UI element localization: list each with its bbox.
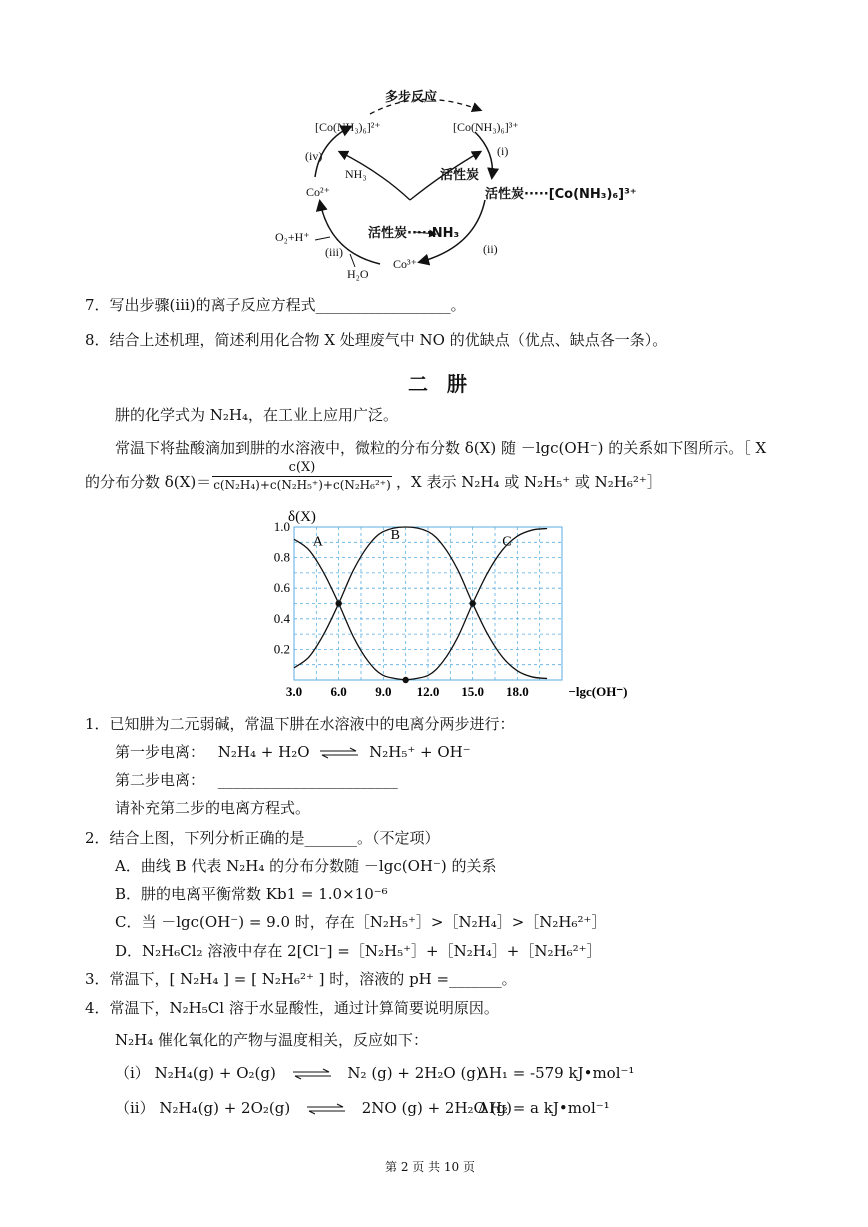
y-tick-label: 0.2 (273, 641, 290, 657)
reaction-label: （ii） (115, 1099, 155, 1117)
series-label-B: B (390, 528, 400, 544)
question-number: 7． (85, 296, 110, 314)
question-number: 8． (85, 331, 110, 349)
x-tick-label: 18.0 (505, 684, 529, 699)
question-7 (85, 295, 466, 315)
step-i-label: (i) (497, 144, 509, 158)
question-text: 已知肼为二元弱碱，常温下肼在水溶液中的电离分两步进行： (109, 715, 515, 733)
series-label-A: A (312, 534, 323, 550)
step-iii-label: (iii) (325, 245, 343, 259)
x-tick-label: 6.0 (330, 684, 347, 699)
multi-step-label: 多步反应 (385, 90, 438, 105)
series-label-C: C (502, 534, 512, 550)
question-text: 结合上述机理，简述利用化合物 X 处理废气中 NO 的优缺点（优点、缺点各一条）。 (109, 331, 668, 349)
y-tick-label: 0.6 (273, 580, 290, 596)
x-tick-label: 15.0 (461, 684, 485, 699)
fraction-numerator: c(X) (212, 460, 392, 477)
intersection-point (335, 600, 341, 606)
page-footer: 第 2 页 共 10 页 (385, 1160, 475, 1174)
reaction-ii (115, 1098, 512, 1118)
series-line-A (294, 539, 406, 680)
equilibrium-arrow-icon (305, 1103, 347, 1115)
question-number: 4． (85, 999, 110, 1017)
step1-right: N₂H₅⁺ + OH⁻ (369, 743, 471, 761)
question-text: 结合上图，下列分析正确的是_______。（不定项） (109, 829, 440, 847)
series-line-C (406, 529, 547, 680)
reaction-left: N₂H₄(g) + 2O₂(g) (159, 1099, 291, 1117)
distribution-fraction (212, 460, 392, 492)
step-ii-label: (ii) (483, 242, 498, 256)
activated-carbon-complex: 活性炭·····[Co(NH₃)₆]³⁺ (485, 187, 637, 202)
intro-line-3 (85, 472, 211, 492)
co-complex-3plus: [Co(NH₃)₆]³⁺ (453, 120, 519, 134)
question-number: 2． (85, 829, 110, 847)
reaction-right: 2NO (g) + 2H₂O (g) (361, 1099, 512, 1117)
x-tick-label: 3.0 (285, 684, 303, 699)
intersection-point (402, 677, 408, 683)
reaction-i (115, 1063, 482, 1083)
question-2 (85, 828, 440, 848)
oxidation-intro: N₂H₄ 催化氧化的产物与温度相关，反应如下： (115, 1031, 429, 1049)
fraction-suffix: ，X 表示 N₂H₄ 或 N₂H₅⁺ 或 N₂H₆²⁺］ (396, 473, 662, 491)
question-4 (85, 998, 499, 1018)
question-3 (85, 969, 517, 989)
section-title: 二 肼 (408, 372, 473, 396)
reaction-right: N₂ (g) + 2H₂O (g) (347, 1064, 482, 1082)
ionization-step-1 (115, 742, 471, 762)
fraction-prefix: 的分布分数 δ(X)＝ (85, 473, 212, 491)
activated-carbon-nh3: 活性炭·····NH₃ (368, 226, 460, 241)
intro-line-2: 常温下将盐酸滴加到肼的水溶液中，微粒的分布分数 δ(X) 随 －lgc(OH⁻) 的关系如下图所示。［ X (115, 439, 767, 457)
co-complex-2plus: [Co(NH₃)₆]²⁺ (315, 120, 381, 134)
equilibrium-arrow-icon (291, 1068, 333, 1080)
option-d: D．N₂H₆Cl₂ 溶液中存在 2[Cl⁻] =［N₂H₅⁺］+［N₂H₄］+［N₂H₆²⁺］ (115, 942, 602, 960)
y-axis-label: δ(X) (288, 509, 316, 525)
distribution-chart (270, 505, 628, 705)
intersection-point (469, 600, 475, 606)
equilibrium-arrow-icon (318, 747, 360, 759)
step-iv-label: (iv) (305, 149, 323, 163)
question-text: 写出步骤(iii)的离子反应方程式__________________。 (109, 296, 466, 314)
intro-line-1: 肼的化学式为 N₂H₄，在工业上应用广泛。 (115, 406, 399, 424)
step2-label: 第二步电离： (115, 771, 206, 789)
h2o-label: H₂O (347, 267, 369, 281)
reaction-i-dh: ΔH₁ = -579 kJ•mol⁻¹ (478, 1064, 635, 1082)
y-tick-label: 1.0 (273, 519, 290, 534)
option-b: B．肼的电离平衡常数 Kb1 = 1.0×10⁻⁶ (115, 885, 388, 903)
x-tick-label: 9.0 (375, 684, 392, 699)
chart-svg (270, 505, 628, 705)
reaction-label: （i） (115, 1064, 150, 1082)
series-line-B (294, 527, 547, 678)
ionization-step-2 (115, 770, 398, 790)
question-text: 常温下，N₂H₅Cl 溶于水显酸性，通过计算简要说明原因。 (109, 999, 499, 1017)
o2-h-label: O₂+H⁺ (275, 230, 310, 244)
question-8 (85, 330, 667, 350)
activated-carbon-top: 活性炭 (440, 168, 480, 183)
option-c: C．当 －lgc(OH⁻) = 9.0 时，存在［N₂H₅⁺］>［N₂H₄］>［N₂H₆²⁺］ (115, 913, 607, 931)
reaction-ii-dh: ΔH₂ = a kJ•mol⁻¹ (478, 1099, 610, 1117)
question-number: 3． (85, 970, 110, 988)
question-1 (85, 714, 515, 734)
step2-blank: ________________________ (217, 771, 398, 789)
x-tick-label: 12.0 (416, 684, 440, 699)
q1-instruction: 请补充第二步的电离方程式。 (115, 799, 311, 817)
x-axis-label: −lgc(OH⁻) (568, 684, 628, 699)
fraction-denominator: c(N₂H₄)+c(N₂H₅⁺)+c(N₂H₆²⁺) (213, 478, 391, 492)
co3plus-label: Co³⁺ (393, 257, 417, 271)
step1-label: 第一步电离： (115, 743, 206, 761)
question-number: 1． (85, 715, 110, 733)
y-tick-label: 0.4 (273, 610, 290, 626)
reaction-left: N₂H₄(g) + O₂(g) (154, 1064, 276, 1082)
y-tick-label: 0.8 (273, 549, 290, 565)
co2plus-label: Co²⁺ (306, 185, 330, 199)
question-text: 常温下，[ N₂H₄ ] = [ N₂H₆²⁺ ] 时，溶液的 pH =_______。 (109, 970, 517, 988)
option-a: A．曲线 B 代表 N₂H₄ 的分布分数随 －lgc(OH⁻) 的关系 (115, 857, 497, 875)
reaction-cycle-diagram (270, 82, 637, 292)
nh3-label: NH₃ (345, 167, 367, 181)
step1-left: N₂H₄ + H₂O (217, 743, 310, 761)
